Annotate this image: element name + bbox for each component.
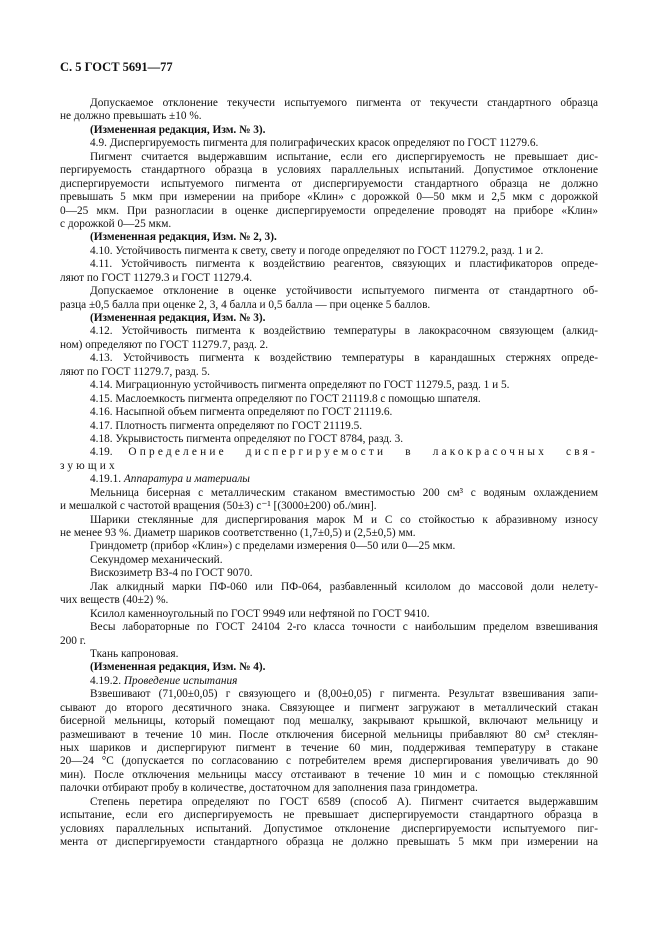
line-text: 4.9. Диспергируемость пигмента для полиграфических красок определяют по ГОСТ 11279.6. [90,137,539,150]
text-line [60,258,598,271]
text-line [60,581,598,594]
line-text: ном) определяют по ГОСТ 11279.7, разд. 2. [60,338,269,351]
text-line [60,836,598,849]
line-text: Гриндометр (прибор «Клин») с пределами измерения 0—50 или 0—25 мкм. [90,540,456,553]
line-text: 4.13. Устойчивость пигмента к воздействию температуры в карандашных стержнях опреде- [90,352,598,365]
text-line [60,782,598,795]
line-text: сывают до второго десятичного знака. Связующее и пигмент загружают в металлический стакан [60,701,598,714]
text-line [60,272,598,285]
document-body [60,97,598,850]
text-line [60,191,598,204]
paragraph [60,97,598,124]
text-line [60,796,598,809]
text-line [60,514,598,527]
text-line [60,406,598,419]
paragraph [60,137,598,150]
text-line [60,702,598,715]
text-line [60,110,598,123]
line-text: 200 г. [60,634,86,647]
text-line [60,473,598,486]
line-text: (Измененная редакция, Изм. № 3). [90,123,266,136]
text-line [60,205,598,218]
line-text: Ксилол каменноугольный по ГОСТ 9949 или нефтяной по ГОСТ 9410. [90,607,430,620]
line-text: палочки отбирают пробу в количестве, достаточном для заполнения паза гриндометра. [60,782,478,795]
line-text: ляют по ГОСТ 11279.7, разд. 5. [60,365,210,378]
text-line [60,661,598,674]
text-line [60,809,598,822]
paragraph [60,433,598,446]
paragraph [60,554,598,567]
line-text: 4.18. Укрывистость пигмента определяют по ГОСТ 8784, разд. 3. [90,432,404,445]
text-line [60,325,598,338]
line-text: 4.10. Устойчивость пигмента к свету, свету и погоде определяют по ГОСТ 11279.2, разд. 1 и 2. [90,244,544,257]
line-text: испытание, если его диспергируемость не превышает диспергируемости стандартного образца в [60,809,598,822]
amendment-note [60,231,598,244]
line-text: 0—25 мкм. При разногласии в оценке диспергируемости определение проводят на приборе «Клин» [60,204,598,217]
line-text: 4.16. Насыпной объем пигмента определяют по ГОСТ 21119.6. [90,406,393,419]
paragraph [60,621,598,648]
line-text: 4.15. Маслоемкость пигмента определяют по ГОСТ 21119.8 с помощью шпателя. [90,392,481,405]
text-line [60,823,598,836]
text-line [60,554,598,567]
line-text: Взвешивают (71,00±0,05) г связующего и (8,00±0,05) г пигмента. Результат взвешивания запи- [90,688,598,701]
paragraph [60,379,598,392]
paragraph [60,648,598,661]
line-text: Степень перетира определяют по ГОСТ 6589 (способ А). Пигмент считается выдержавшим [90,795,598,808]
section-number: 4.19.2. [90,674,124,687]
paragraph [60,420,598,433]
line-text: Секундомер механический. [90,553,223,566]
paragraph [60,581,598,608]
section-number: 4.19.1. [90,473,124,486]
text-line [60,285,598,298]
text-line [60,352,598,365]
text-line [60,729,598,742]
spaced-heading-text: зующих [60,459,118,472]
paragraph [60,325,598,352]
section-heading [60,675,598,688]
line-text: (Измененная редакция, Изм. № 3). [90,312,266,324]
line-text: размешивают в течение 10 мин. После отключения бисерной мельницы прибавляют 80 см³ стеклян- [60,728,598,741]
text-line [60,446,598,459]
amendment-note [60,124,598,137]
line-text: Лак алкидный марки ПФ-060 или ПФ-064, разбавленный ксилолом до массовой доли нелету- [90,580,598,593]
text-line [60,675,598,688]
text-line [60,151,598,164]
subsection-title: Аппаратура и материалы [123,473,250,486]
line-text: Мельница бисерная с металлическим стаканом вместимостью 200 см³ с водяным охлаждением [90,486,598,499]
line-text: Ткань капроновая. [90,647,179,660]
spaced-heading-text: Определение диспергируемости в лакокрасочных свя- [128,446,598,459]
line-text: и мешалкой с частотой вращения (50±3) с⁻¹ [(3000±200) об./мин]. [60,500,377,513]
line-text: (Измененная редакция, Изм. № 4). [90,661,266,674]
text-line [60,715,598,728]
subsection-title: Проведение испытания [123,674,238,687]
line-text: Допускаемое отклонение текучести испытуемого пигмента от текучести стандартного образца [90,97,598,109]
paragraph [60,487,598,514]
text-line [60,608,598,621]
line-text: условиях параллельных испытаний. Допустимое отклонение диспергируемости испытуемого пиг- [60,822,598,835]
line-text: мента от диспергируемости стандартного образца не должно превышать 5 мкм при измерении на [60,836,598,849]
paragraph [60,151,598,232]
line-text: превышать 5 мкм при измерении на приборе «Клин» с дорожкой 0—50 мкм и 2,5 мкм с дорожкой [60,191,598,204]
line-text: Весы лабораторные по ГОСТ 24104 2-го класса точности с наибольшим пределом взвешивания [90,621,598,634]
text-line [60,594,598,607]
text-line [60,500,598,513]
text-line [60,487,598,500]
text-line [60,567,598,580]
text-line [60,339,598,352]
paragraph [60,688,598,796]
text-line [60,621,598,634]
text-line [60,460,598,473]
paragraph [60,406,598,419]
line-text: Допускаемое отклонение в оценке устойчивости испытуемого пигмента от стандартного об- [90,285,598,298]
text-line [60,540,598,553]
line-text: 4.11. Устойчивость пигмента к воздействию реагентов, связующих и пластификаторов опреде- [90,258,598,271]
paragraph [60,567,598,580]
text-line [60,218,598,231]
section-number: 4.19. [90,446,129,459]
text-line [60,527,598,540]
text-line [60,231,598,244]
line-text: ных шариков и диспергируют пигмент в течение 60 мин, поддерживая температуру в стакане [60,742,598,754]
amendment-note [60,312,598,325]
line-text: Шарики стеклянные для диспергирования марок М и С со стойкостью к абразивному износу [90,513,598,526]
text-line [60,742,598,755]
text-line [60,312,598,325]
text-line [60,420,598,433]
line-text: 4.14. Миграционную устойчивость пигмента определяют по ГОСТ 11279.5, разд. 1 и 5. [90,379,510,392]
text-line [60,178,598,191]
paragraph [60,285,598,312]
text-line [60,379,598,392]
line-text: 20—24 °С (допускается по согласованию с потребителем время диспергирования увеличивать до 90 [60,755,598,768]
line-text: с дорожкой 0—25 мкм. [60,217,172,230]
text-line [60,755,598,768]
text-line [60,688,598,701]
line-text: (Измененная редакция, Изм. № 2, 3). [90,231,277,244]
line-text: Пигмент считается выдержавшим испытание, если его диспергируемость не превышает дис- [90,150,598,163]
paragraph [60,514,598,541]
line-text: мин). После отключения мельницы массу отстаивают в течение 10 мин и с помощью стеклянной [60,768,598,781]
line-text: разца ±0,5 балла при оценке 2, 3, 4 балла и 0,5 балла — при оценке 5 баллов. [60,298,431,311]
line-text: Вискозиметр ВЗ-4 по ГОСТ 9070. [90,567,253,580]
paragraph [60,245,598,258]
text-line [60,245,598,258]
text-line [60,164,598,177]
text-line [60,769,598,782]
text-line [60,648,598,661]
paragraph [60,258,598,285]
text-line [60,299,598,312]
line-text: 4.12. Устойчивость пигмента к воздействию температуры в лакокрасочном связующем (алкид- [90,325,598,338]
line-text: не менее 93 %. Диаметр шариков соответственно (1,7±0,5) и (2,5±0,5) мм. [60,527,416,539]
line-text: бисерной мельницы, который помещают под мешалку, закрывают крышкой, включают мельницу и [60,715,598,728]
paragraph [60,540,598,553]
paragraph [60,393,598,406]
text-line [60,366,598,379]
paragraph [60,352,598,379]
line-text: диспергируемости испытуемого пигмента от диспергируемости стандартного образца не должно [60,177,598,190]
line-text: 4.17. Плотность пигмента определяют по ГОСТ 21119.5. [90,419,363,432]
text-line [60,97,598,110]
line-text: не должно превышать ±10 %. [60,110,202,123]
text-line [60,433,598,446]
section-heading [60,473,598,486]
text-line [60,393,598,406]
section-heading [60,446,598,473]
amendment-note [60,661,598,674]
paragraph [60,796,598,850]
text-line [60,124,598,137]
line-text: ляют по ГОСТ 11279.3 и ГОСТ 11279.4. [60,271,253,284]
paragraph [60,608,598,621]
line-text: чих веществ (40±2) %. [60,594,169,607]
text-line [60,635,598,648]
text-line [60,137,598,150]
line-text: пергируемость стандартного образца в условиях параллельных испытаний. Допустимое отклонение [60,164,598,177]
page-header: С. 5 ГОСТ 5691—77 [60,60,173,74]
